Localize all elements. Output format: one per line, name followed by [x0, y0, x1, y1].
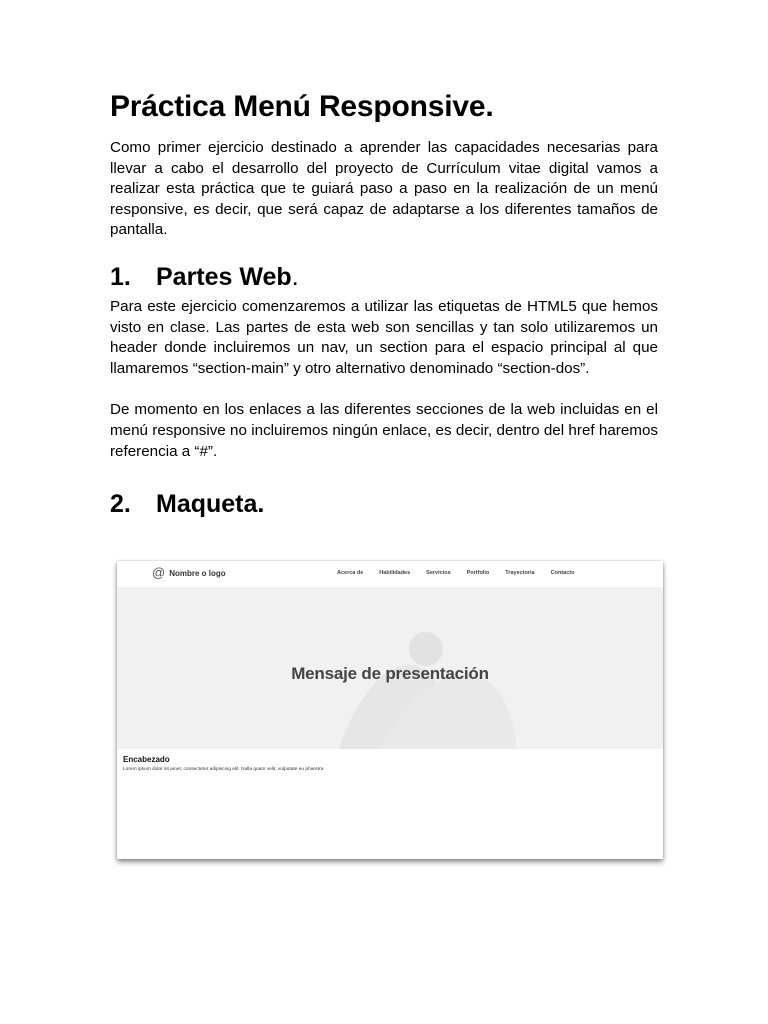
page-title: Práctica Menú Responsive. [110, 90, 494, 123]
intro-paragraph: Como primer ejercicio destinado a aprender las capacidades necesarias para llevar a cabo el desarrollo del proyecto de Currículum vitae digital vamos a realizar esta práctica que te guiará paso a paso en la realización de un menú responsive, es decir, que será capaz de adaptarse a los diferentes tamaños de pantalla. [110, 139, 658, 239]
section-heading-partes-web [110, 261, 658, 293]
section-number: 2. [110, 490, 131, 519]
section-title: Maqueta. [156, 490, 265, 519]
mockup-nav [337, 570, 590, 576]
mockup-nav-item: Acerca de [337, 570, 364, 576]
mockup-nav-item: Portfolio [466, 570, 490, 576]
section-title-punct: . [291, 262, 299, 291]
mockup-hero-message: Mensaje de presentación [291, 664, 489, 683]
section-title-text: Partes Web [156, 262, 292, 291]
mockup-section-text: Lorem ipsum dolor sit amet, consectetur adipiscing elit. Nulla quam velit, vulputate eu pharetra [123, 767, 324, 772]
mockup-nav-item: Contacto [550, 570, 575, 576]
section-heading-maqueta [110, 488, 658, 520]
at-icon: @ [152, 565, 166, 580]
document-page [110, 88, 658, 520]
mockup-nav-item: Habilidades [379, 570, 411, 576]
mockup-hero [117, 587, 663, 749]
mockup-section-heading: Encabezado [123, 755, 170, 764]
mockup-section [123, 755, 653, 772]
mockup-nav-item: Trayectoria [505, 570, 535, 576]
partes-web-paragraph-2: De momento en los enlaces a las diferentes secciones de la web incluidas en el menú responsive no incluiremos ningún enlace, es decir, dentro del href haremos referencia a “#”. [110, 401, 658, 460]
mockup-logo [152, 566, 226, 580]
website-mockup-image [117, 561, 663, 859]
mockup-header [117, 561, 663, 587]
partes-web-paragraph-1: Para este ejercicio comenzaremos a utilizar las etiquetas de HTML5 que hemos visto en clase. Las partes de esta web son sencillas y tan solo utilizaremos un header donde incluiremos un nav, un section para el espacio principal al que llamaremos “section-main” y otro alternativo denominado “section-dos”. [110, 297, 658, 377]
mockup-nav-item: Servicios [426, 570, 451, 576]
mockup-logo-text: Nombre o logo [169, 568, 226, 578]
section-title [156, 261, 299, 293]
section-number: 1. [110, 262, 131, 291]
